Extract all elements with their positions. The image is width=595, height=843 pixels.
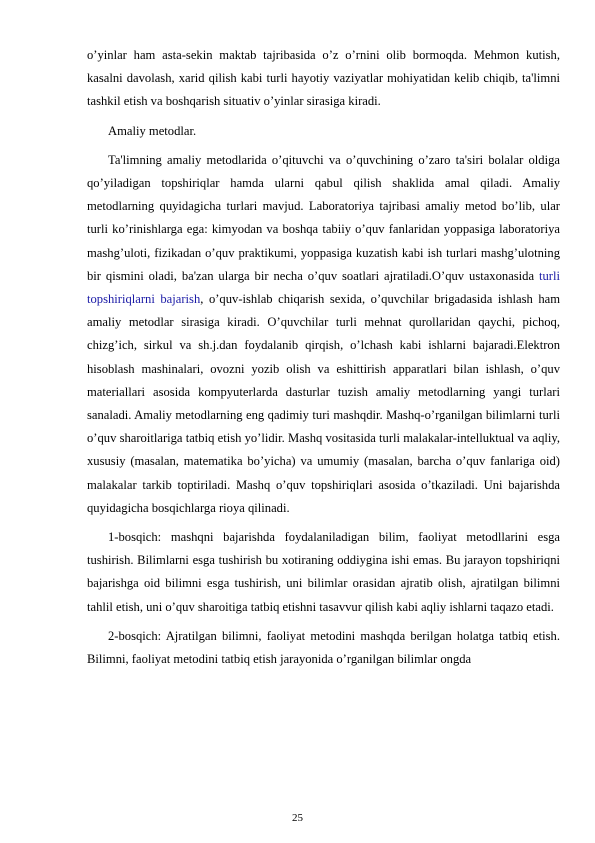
paragraph-text-after-link: , o’quv-ishlab chiqarish sexida, o’quvchilar brigadasida ishlash ham amaliy metodlar sirasiga kiradi. O’quvchilar turli mehnat qurollaridan qaychi, pichoq, chizg’ich, sirkul va sh.j.dan foydalanib qirqish, o’lchash kabi ishlarni bajaradi.Elektron hisoblash mashinalari, ovozni yozib olish va eshittirish apparatlari bilan ishlash, o’quv materiallari asosida kompyuterlarda dasturlar tuzish amaliy metodlarning yangi turlari sanaladi. Amaliy metodlarning eng qadimiy turi mashqdir. Mashq-o’rganilgan bilimlarni turli o’quv sharoitlariga tatbiq etish yo’lidir. Mashq vositasida turli malakalar-intelluktual va aqliy, xususiy (masalan, matematika bo’yicha) va umumiy (masalan, barcha o’quv fanlariga oid) malakalar tarkib toptiriladi. Mashq o’quv topshiriqlari asosida o’tkaziladi. Uni bajarishda quyidagicha bosqichlarga rioya qilinadi. [87, 292, 561, 515]
document-body [87, 44, 560, 671]
inline-link-tasks[interactable]: turli topshiriqlarni bajarish [87, 268, 560, 307]
paragraph-text-before-link: Ta'limning amaliy metodlarida o’qituvchi va o’quvchining o’zaro ta'siri bolalar oldiga qo’yiladigan topshiriqlar hamda ularni qabul qilish shaklida amal qiladi. Amaliy metodlarning quyidagicha turlari mavjud. Laboratoriya tajribasi amaliy metod bo’lib, ular turli ko’rinishlarga ega: kimyodan va boshqa tabiiy o’quv fanlaridan yoppasiga laboratoriya mashg’uloti, fizikadan o’quv praktikumi, yoppasiga kuzatish kabi ish turlari mashg’ulotning bir qismini oladi, ba'zan ularga bir necha o’quv soatlari ajratiladi.O’quv ustaxonasida [87, 152, 560, 283]
section-heading-practical-methods: Amaliy metodlar. [108, 123, 197, 138]
paragraph-practical-methods [87, 149, 560, 520]
paragraph-stage-one: 1-bosqich: mashqni bajarishda foydalaniladigan bilim, faoliyat metodllarini esga tushirish. Bilimlarni esga tushirish bu xotiraning oddiygina ishi emas. Bu jarayon topshiriqni bajarishga oid bilimni esga tushirish, uni bilimlar orasidan ajratib olish, ajratilgan bilimni tahlil etish, uni o’quv sharoitiga tatbiq etishni tasavvur qilish kabi aqliy ishlarni taqazo etadi. [87, 530, 560, 614]
paragraph-situative-games: o’yinlar ham asta-sekin maktab tajribasida o’z o’rnini olib bormoqda. Mehmon kutish, kasalni davolash, xarid qilish kabi turli hayotiy vaziyatlar mohiyatidan kelib chiqib, ta'limni tashkil etish va boshqarish situativ o’yinlar sirasiga kiradi. [87, 48, 560, 109]
paragraph-stage-two: 2-bosqich: Ajratilgan bilimni, faoliyat metodini mashqda berilgan holatga tatbiq etish. Bilimni, faoliyat metodini tatbiq etish jarayonida o’rganilgan bilimlar ongda [87, 628, 560, 667]
page-number: 25 [292, 812, 303, 824]
